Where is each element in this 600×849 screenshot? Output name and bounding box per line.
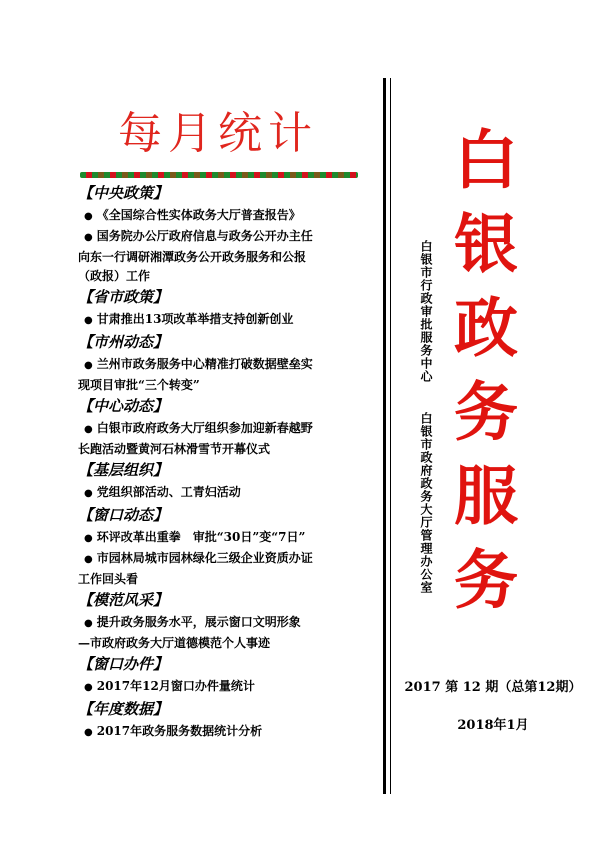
toc-item[interactable] — [78, 227, 378, 247]
toc-item[interactable] — [78, 419, 378, 439]
bullet-icon: ● — [84, 488, 93, 499]
toc-item-text: 向东一行调研湘潭政务公开政务服务和公报 — [78, 250, 307, 264]
bullet-icon: ● — [84, 315, 93, 326]
toc-item[interactable] — [78, 677, 378, 697]
toc-item-text: 甘肃推出13项改革举措支持创新创业 — [96, 312, 294, 326]
bullet-icon: ● — [84, 682, 93, 693]
toc-item-text: 白银市政府政务大厅组织参加迎新春越野 — [96, 421, 313, 435]
monthly-stats-title: 每月统计 — [118, 108, 318, 159]
bullet-icon: ● — [84, 360, 93, 371]
issue-number: 2017 第 12 期（总第12期） — [404, 680, 582, 695]
toc-item-text: 《全国综合性实体政务大厅普查报告》 — [96, 208, 301, 222]
toc-item-text: 党组织部活动、工青妇活动 — [96, 485, 241, 499]
divider-line-thin — [390, 78, 391, 794]
toc-item[interactable] — [78, 206, 378, 226]
bullet-icon: ● — [84, 232, 93, 243]
toc-item-continuation[interactable] — [78, 267, 378, 285]
toc-item-continuation[interactable] — [78, 634, 378, 652]
toc-item[interactable] — [78, 355, 378, 375]
toc-item-continuation[interactable] — [78, 440, 378, 458]
toc-item-text: 国务院办公厅政府信息与政务公开办主任 — [96, 229, 313, 243]
toc-section-heading: 【窗口办件】 — [78, 655, 169, 673]
toc-section-heading: 【市州动态】 — [78, 333, 169, 351]
toc-item-continuation[interactable] — [78, 570, 378, 588]
bullet-icon: ● — [84, 211, 93, 222]
issue-date: 2018年1月 — [457, 718, 529, 733]
bullet-icon: ● — [84, 618, 93, 629]
toc-section-heading: 【省市政策】 — [78, 288, 169, 306]
toc-item-text: 环评改革出重拳 审批“30日”变“7日” — [96, 530, 306, 544]
toc-item[interactable] — [78, 613, 378, 633]
toc-section-heading: 【中央政策】 — [78, 184, 169, 202]
bullet-icon: ● — [84, 424, 93, 435]
toc-item-continuation[interactable] — [78, 248, 378, 266]
toc-item-text: （政报）工作 — [78, 269, 151, 283]
toc-item-continuation[interactable] — [78, 376, 378, 394]
bullet-icon: ● — [84, 554, 93, 565]
toc-item-text: 提升政务服务水平，展示窗口文明形象 — [96, 615, 301, 629]
toc-section-heading: 【中心动态】 — [78, 397, 169, 415]
table-of-contents — [78, 181, 378, 743]
toc-item-text: 2017年12月窗口办件量统计 — [96, 679, 255, 693]
toc-item[interactable] — [78, 549, 378, 569]
toc-item-text: —市政府政务大厅道德模范个人事迹 — [78, 636, 271, 650]
toc-section-heading: 【窗口动态】 — [78, 506, 169, 524]
toc-item-text: 长跑活动暨黄河石林滑雪节开幕仪式 — [78, 442, 271, 456]
toc-section-heading: 【年度数据】 — [78, 700, 169, 718]
toc-item[interactable] — [78, 310, 378, 330]
toc-section-heading: 【基层组织】 — [78, 461, 169, 479]
toc-item[interactable] — [78, 528, 378, 548]
publisher-office: 白银市政府政务大厅管理办公室 — [419, 412, 433, 594]
divider-line — [383, 78, 386, 794]
toc-item[interactable] — [78, 722, 378, 742]
bullet-icon: ● — [84, 533, 93, 544]
toc-section-heading: 【模范风采】 — [78, 591, 169, 609]
toc-item[interactable] — [78, 483, 378, 503]
toc-item-text: 工作回头看 — [78, 572, 139, 586]
toc-item-text: 现项目审批“三个转变” — [78, 378, 200, 392]
toc-item-text: 兰州市政务服务中心精准打破数据壁垒实 — [96, 357, 313, 371]
bullet-icon: ● — [84, 727, 93, 738]
magazine-title: 白银政务服务 — [443, 126, 518, 630]
decorative-rule — [80, 172, 358, 178]
toc-item-text: 2017年政务服务数据统计分析 — [96, 724, 263, 738]
toc-item-text: 市园林局城市园林绿化三级企业资质办证 — [96, 551, 313, 565]
publisher-org: 白银市行政审批服务中心 — [419, 240, 433, 383]
